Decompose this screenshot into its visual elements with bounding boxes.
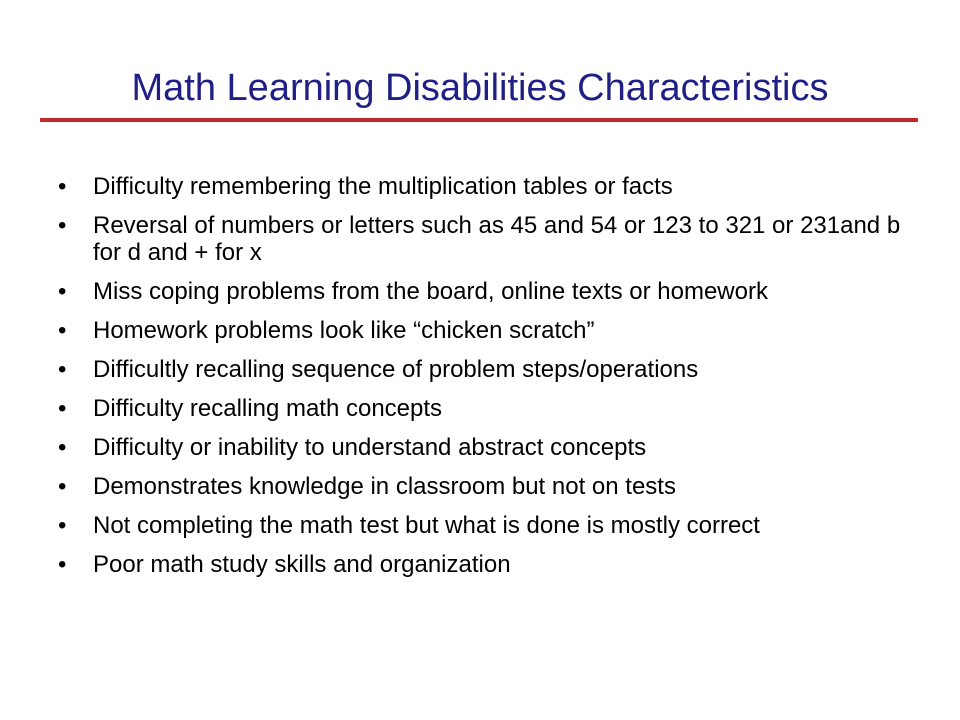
title-underline-rule <box>40 118 918 122</box>
bullet-text: Reversal of numbers or letters such as 45 and 54 or 123 to 321 or 231and b for d and + for x <box>93 212 901 266</box>
bullet-text: Demonstrates knowledge in classroom but not on tests <box>93 473 676 500</box>
bullet-item <box>58 173 918 200</box>
bullet-text: Difficultly recalling sequence of problem steps/operations <box>93 356 699 383</box>
bullet-icon: • <box>58 173 67 200</box>
bullet-icon: • <box>58 395 67 422</box>
slide-title: Math Learning Disabilities Characteristics <box>131 67 829 109</box>
bullet-item <box>58 212 918 266</box>
bullet-text: Homework problems look like “chicken scratch” <box>93 317 595 344</box>
bullet-text: Not completing the math test but what is done is mostly correct <box>93 512 760 539</box>
bullet-item <box>58 434 918 461</box>
bullet-icon: • <box>58 317 67 344</box>
bullet-icon: • <box>58 278 67 305</box>
bullet-item <box>58 278 918 305</box>
bullet-item <box>58 317 918 344</box>
bullet-item <box>58 473 918 500</box>
bullet-item <box>58 356 918 383</box>
bullet-list <box>58 173 918 590</box>
bullet-text: Difficulty remembering the multiplication tables or facts <box>93 173 673 200</box>
bullet-text: Poor math study skills and organization <box>93 551 511 578</box>
bullet-icon: • <box>58 356 67 383</box>
bullet-icon: • <box>58 212 67 239</box>
bullet-icon: • <box>58 473 67 500</box>
bullet-item <box>58 551 918 578</box>
bullet-text: Miss coping problems from the board, online texts or homework <box>93 278 768 305</box>
bullet-icon: • <box>58 551 67 578</box>
bullet-item <box>58 395 918 422</box>
bullet-item <box>58 512 918 539</box>
bullet-text: Difficulty or inability to understand abstract concepts <box>93 434 647 461</box>
bullet-icon: • <box>58 434 67 461</box>
bullet-text: Difficulty recalling math concepts <box>93 395 443 422</box>
bullet-icon: • <box>58 512 67 539</box>
